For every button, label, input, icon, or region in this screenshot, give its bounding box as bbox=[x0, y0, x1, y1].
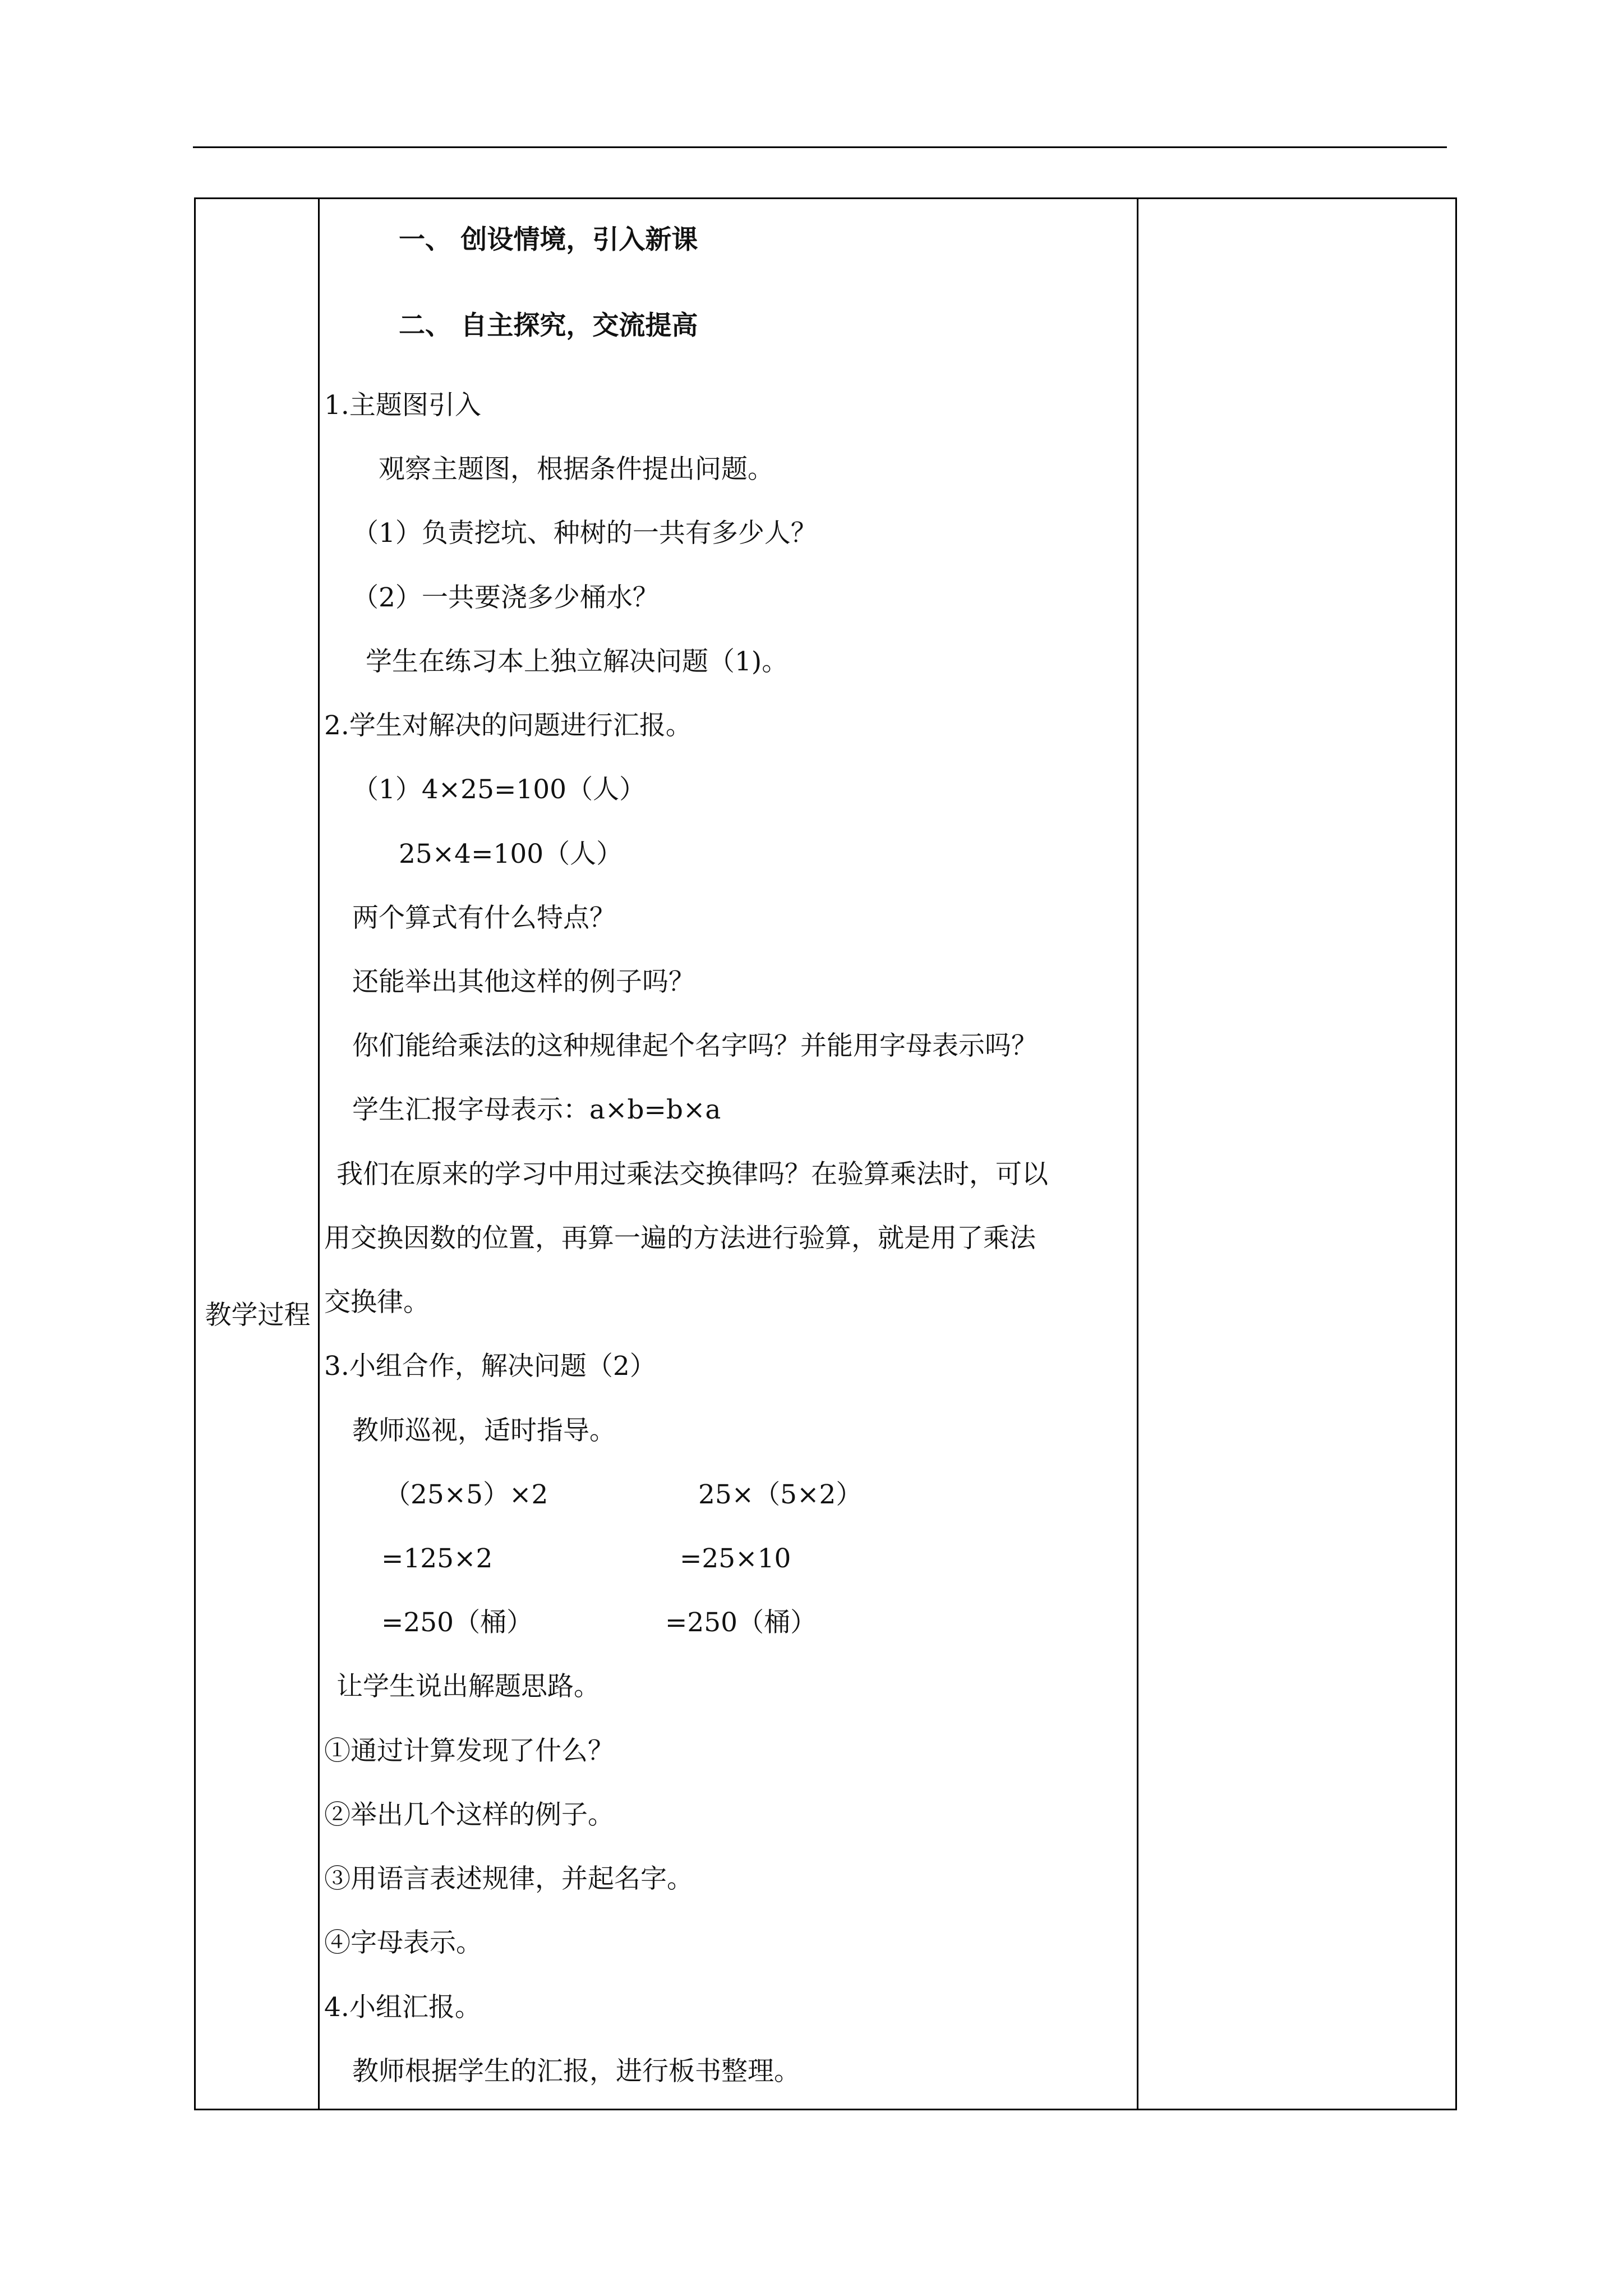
lesson-plan-table bbox=[194, 197, 1457, 2110]
step-2-title: 2.学生对解决的问题进行汇报。 bbox=[324, 710, 692, 741]
teaching-process-content bbox=[320, 199, 1138, 2109]
calc-left-line: （25×5）×2 bbox=[384, 1479, 548, 1510]
calc-right-line: =25×10 bbox=[680, 1543, 791, 1574]
calc-left-line: =125×2 bbox=[381, 1543, 493, 1574]
question-2: （2）一共要浇多少桶水？ bbox=[352, 582, 659, 613]
text-line: 教师巡视，适时指导。 bbox=[352, 1415, 616, 1446]
step-4-title: 4.小组汇报。 bbox=[324, 1992, 481, 2023]
calc-right-line: 25×（5×2） bbox=[698, 1479, 863, 1510]
equation-line: （1）4×25=100（人） bbox=[352, 774, 646, 805]
list-item: ④字母表示。 bbox=[324, 1927, 482, 1958]
text-line: 学生汇报字母表示：a×b=b×a bbox=[352, 1094, 721, 1125]
text-line: 两个算式有什么特点？ bbox=[352, 903, 616, 933]
text-line: 观察主题图，根据条件提出问题。 bbox=[379, 454, 774, 485]
text-line: 用交换因数的位置，再算一遍的方法进行验算，就是用了乘法 bbox=[324, 1223, 1036, 1254]
heading-intro: 一、 创设情境，引入新课 bbox=[399, 224, 698, 255]
list-item: ①通过计算发现了什么？ bbox=[324, 1736, 614, 1766]
text-line: 让学生说出解题思路。 bbox=[336, 1671, 600, 1702]
step-3-title: 3.小组合作，解决问题（2） bbox=[324, 1351, 656, 1382]
text-line: 教师根据学生的汇报，进行板书整理。 bbox=[352, 2056, 800, 2087]
header-rule bbox=[193, 146, 1447, 148]
question-1: （1）负责挖坑、种树的一共有多少人？ bbox=[352, 518, 817, 549]
text-line: 你们能给乘法的这种规律起个名字吗？并能用字母表示吗？ bbox=[352, 1030, 1038, 1061]
section-label: 教学过程 bbox=[205, 1300, 311, 1331]
notes-column bbox=[1138, 199, 1457, 2109]
step-1-title: 1.主题图引入 bbox=[324, 390, 481, 421]
list-item: ②举出几个这样的例子。 bbox=[324, 1800, 614, 1830]
text-line: 学生在练习本上独立解决问题（1)。 bbox=[366, 646, 789, 677]
list-item: ③用语言表述规律，并起名字。 bbox=[324, 1864, 693, 1894]
calc-right-line: =250（桶） bbox=[665, 1607, 817, 1638]
calc-left-line: =250（桶） bbox=[381, 1607, 533, 1638]
heading-explore: 二、 自主探究，交流提高 bbox=[399, 310, 698, 341]
text-line: 交换律。 bbox=[324, 1287, 430, 1318]
text-line: 还能举出其他这样的例子吗？ bbox=[352, 967, 695, 997]
text-line: 我们在原来的学习中用过乘法交换律吗？在验算乘法时，可以 bbox=[336, 1159, 1048, 1190]
equation-line: 25×4=100（人） bbox=[399, 839, 623, 869]
